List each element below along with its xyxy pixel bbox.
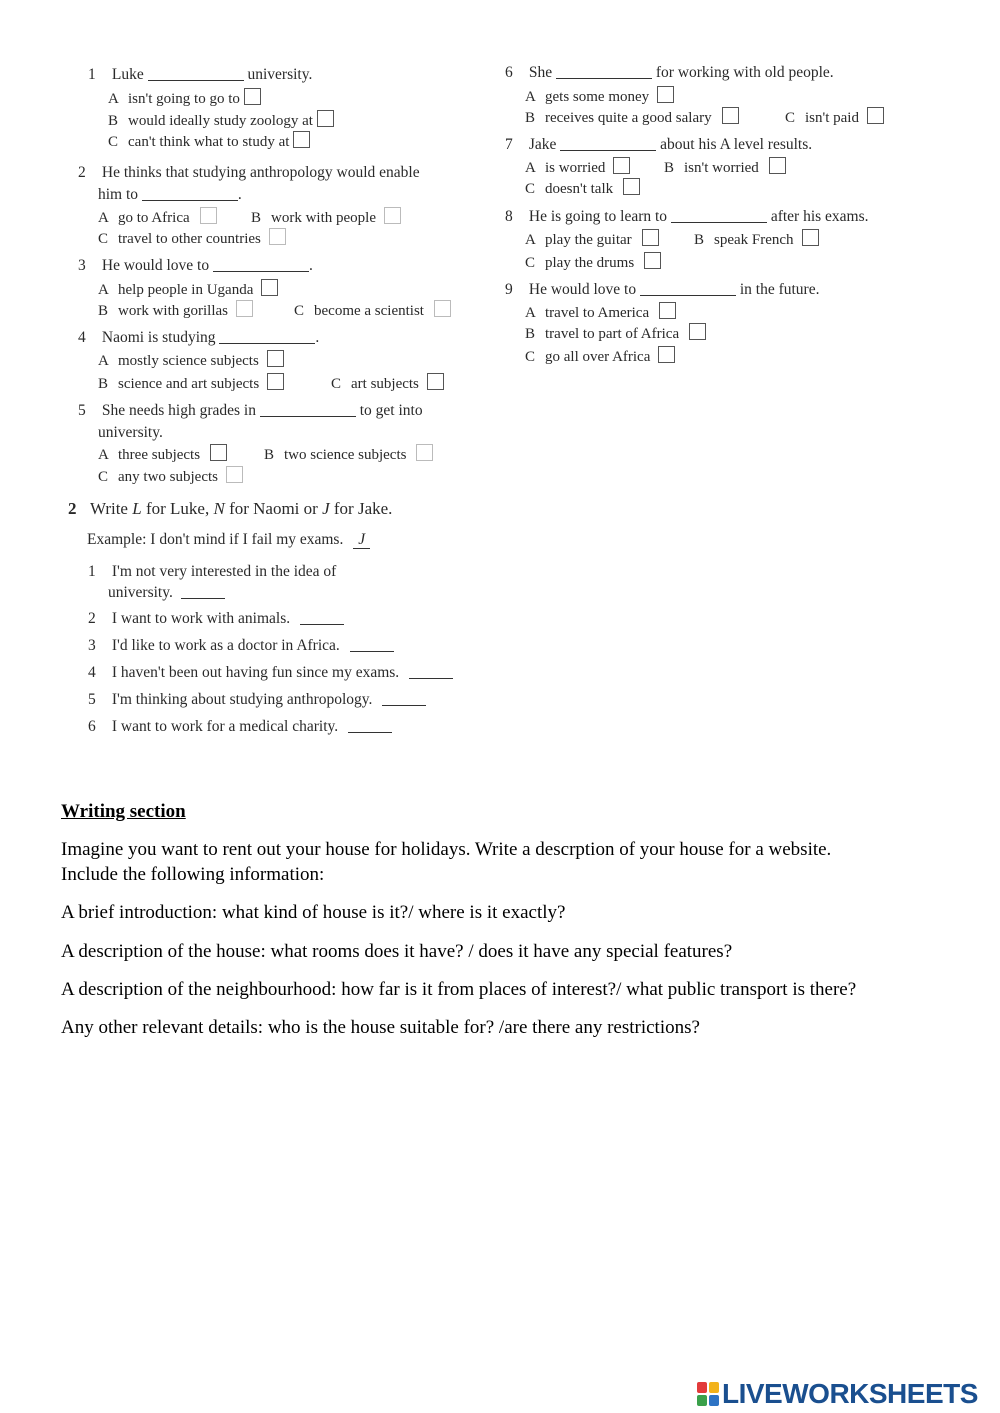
answer-checkbox[interactable] (210, 444, 227, 461)
option-6a (525, 86, 674, 108)
option-text: doesn't talk (545, 181, 614, 197)
writing-point-1: A brief introduction: what kind of house is it?/ where is it exactly? (61, 902, 566, 923)
logo-square-yellow (709, 1382, 719, 1393)
answer-checkbox[interactable] (722, 107, 739, 124)
option-1c (108, 131, 310, 153)
question-3: 3 He would love to . (78, 255, 313, 277)
instruction-text: for Naomi or (224, 499, 323, 518)
answer-checkbox[interactable] (293, 131, 310, 148)
option-letter: A (525, 305, 536, 321)
answer-checkbox[interactable] (659, 302, 676, 319)
option-text: gets some money (545, 89, 650, 105)
option-text: become a scientist (314, 303, 424, 319)
answer-checkbox[interactable] (689, 323, 706, 340)
option-text: travel to America (545, 305, 650, 321)
option-letter: A (98, 353, 109, 369)
option-text: science and art subjects (118, 376, 260, 392)
writing-intro-line1: Imagine you want to rent out your house for holidays. Write a descrption of your house for a website. (61, 839, 832, 860)
option-letter: B (664, 160, 675, 176)
question-text-end: for working with old people. (655, 64, 834, 81)
option-text: travel to part of Africa (545, 326, 680, 342)
statement-1-line2 (108, 582, 225, 604)
example-line (87, 529, 370, 551)
writing-point-4: Any other relevant details: who is the house suitable for? /are there any restrictions? (61, 1017, 700, 1038)
option-letter: A (525, 160, 536, 176)
question-6 (505, 62, 834, 84)
option-letter: C (525, 181, 536, 197)
instruction-letter-j: J (322, 499, 330, 518)
statement-2 (88, 608, 344, 630)
option-letter: B (264, 447, 275, 463)
question-text: She needs high grades in (101, 402, 256, 419)
option-letter: B (525, 326, 536, 342)
answer-blank (640, 281, 736, 296)
option-1b (108, 110, 334, 132)
option-text: would ideally study zoology at (128, 113, 313, 129)
question-5-line2 (98, 422, 163, 444)
question-text-end: to get into (359, 402, 423, 419)
option-5b (264, 444, 433, 466)
answer-blank[interactable] (348, 718, 392, 733)
option-text: help people in Uganda (118, 282, 254, 298)
statement-4 (88, 662, 453, 684)
option-letter: B (98, 303, 109, 319)
answer-checkbox[interactable] (644, 252, 661, 269)
answer-checkbox[interactable] (802, 229, 819, 246)
answer-blank (219, 329, 315, 344)
liveworksheets-logo[interactable] (697, 1377, 978, 1411)
answer-blank (213, 257, 309, 272)
answer-blank (260, 402, 356, 417)
answer-blank (560, 136, 656, 151)
option-text: mostly science subjects (118, 353, 259, 369)
option-text: work with people (271, 210, 376, 226)
option-letter: A (525, 89, 536, 105)
option-letter: A (525, 232, 536, 248)
option-letter: B (251, 210, 262, 226)
statement-number: 1 (88, 563, 96, 580)
logo-text: LIVEWORKSHEETS (722, 1378, 978, 1409)
statement-text: I'm not very interested in the idea of (111, 563, 337, 580)
question-text-end: in the future. (739, 281, 820, 298)
question-text: Luke (111, 66, 144, 83)
question-text: Jake (528, 136, 557, 153)
question-text: He is going to learn to (528, 208, 668, 225)
option-letter: C (331, 376, 342, 392)
option-text: any two subjects (118, 469, 218, 485)
answer-checkbox[interactable] (769, 157, 786, 174)
question-8 (505, 206, 869, 228)
example-text: I don't mind if I fail my exams. (150, 531, 344, 548)
instruction-text: for Luke, (141, 499, 214, 518)
option-3a (98, 279, 278, 301)
writing-point-2: A description of the house: what rooms does it have? / does it have any special features? (61, 941, 733, 962)
statement-text: I want to work with animals. (111, 610, 291, 627)
example-label: Example: (87, 531, 147, 548)
statement-text: I'd like to work as a doctor in Africa. (111, 637, 340, 654)
option-2c (98, 228, 286, 250)
question-2 (78, 162, 420, 184)
question-number: 6 (505, 64, 513, 81)
option-9c (525, 346, 675, 368)
answer-checkbox[interactable] (236, 300, 253, 317)
example-answer: J (353, 531, 370, 549)
option-7b (664, 157, 786, 179)
statement-text: I'm thinking about studying anthropology. (111, 691, 373, 708)
statement-6 (88, 716, 392, 738)
option-8c (525, 252, 661, 274)
option-text: two science subjects (284, 447, 407, 463)
answer-checkbox[interactable] (267, 350, 284, 367)
option-letter: A (98, 447, 109, 463)
question-number: 9 (505, 281, 513, 298)
option-text: isn't going to go to (128, 91, 240, 107)
question-2-line2: him to . (98, 186, 242, 203)
option-text: three subjects (118, 447, 201, 463)
option-letter: B (108, 113, 119, 129)
option-letter: A (98, 282, 109, 298)
question-number: 2 (78, 164, 86, 181)
option-text: art subjects (351, 376, 419, 392)
option-6c (785, 107, 884, 129)
logo-mark-icon (697, 1382, 719, 1406)
question-1 (88, 64, 312, 86)
answer-checkbox[interactable] (261, 279, 278, 296)
statement-number: 3 (88, 637, 96, 654)
question-number: 4 (78, 329, 86, 346)
statement-number: 2 (88, 610, 96, 627)
option-letter: C (98, 469, 109, 485)
answer-blank (148, 66, 244, 81)
option-text: speak French (714, 232, 794, 248)
answer-checkbox[interactable] (427, 373, 444, 390)
option-letter: B (694, 232, 705, 248)
answer-checkbox[interactable] (867, 107, 884, 124)
answer-blank[interactable] (350, 637, 394, 652)
logo-square-blue (709, 1395, 719, 1406)
statement-text: I want to work for a medical charity. (111, 718, 339, 735)
answer-checkbox[interactable] (317, 110, 334, 127)
answer-checkbox[interactable] (642, 229, 659, 246)
option-4b (98, 373, 284, 395)
question-number: 5 (78, 402, 86, 419)
option-text: play the guitar (545, 232, 632, 248)
instruction-text: Write (89, 499, 133, 518)
option-5c (98, 466, 243, 488)
question-text: Naomi is studying (101, 329, 216, 346)
option-text: travel to other countries (118, 231, 261, 247)
question-text: him to (98, 186, 139, 203)
option-text: work with gorillas (118, 303, 228, 319)
exercise-number: 2 (68, 499, 77, 518)
question-text: He would love to (528, 281, 637, 298)
answer-blank (556, 64, 652, 79)
writing-point-3: A description of the neighbourhood: how far is it from places of interest?/ what public transport is there? (61, 979, 857, 1000)
question-number: 3 (78, 257, 86, 274)
answer-blank (671, 208, 767, 223)
answer-checkbox[interactable] (434, 300, 451, 317)
answer-blank[interactable] (181, 584, 225, 599)
option-4c (331, 373, 444, 395)
option-text: play the drums (545, 255, 635, 271)
option-9a (525, 302, 676, 324)
option-text: go all over Africa (545, 349, 651, 365)
instruction-letter-l: L (132, 499, 142, 518)
answer-checkbox[interactable] (416, 444, 433, 461)
option-5a (98, 444, 227, 466)
instruction-letter-n: N (213, 499, 225, 518)
question-7 (505, 134, 812, 156)
answer-checkbox[interactable] (267, 373, 284, 390)
writing-section-title: Writing section (61, 801, 186, 822)
statement-1 (88, 561, 336, 583)
statement-number: 4 (88, 664, 96, 681)
option-text: can't think what to study at (128, 134, 290, 150)
statement-number: 5 (88, 691, 96, 708)
question-number: 1 (88, 66, 96, 83)
option-text: isn't paid (805, 110, 859, 126)
option-text: isn't worried (684, 160, 759, 176)
option-3b (98, 300, 253, 322)
answer-blank[interactable] (300, 610, 344, 625)
option-letter: C (98, 231, 109, 247)
answer-checkbox[interactable] (269, 228, 286, 245)
statement-number: 6 (88, 718, 96, 735)
answer-checkbox[interactable] (200, 207, 217, 224)
option-2b (251, 207, 401, 229)
answer-blank[interactable] (382, 691, 426, 706)
option-4a (98, 350, 284, 372)
answer-checkbox[interactable] (657, 86, 674, 103)
question-text-end: about his A level results. (660, 136, 813, 153)
question-text-end: university. (247, 66, 313, 83)
option-text: receives quite a good salary (545, 110, 712, 126)
option-letter: C (785, 110, 796, 126)
statement-5 (88, 689, 426, 711)
question-text: university. (98, 424, 163, 441)
option-7a (525, 157, 630, 179)
option-letter: C (525, 255, 536, 271)
option-8a (525, 229, 659, 251)
option-letter: A (108, 91, 119, 107)
question-5 (78, 400, 423, 422)
question-number: 7 (505, 136, 513, 153)
logo-square-red (697, 1382, 707, 1393)
answer-checkbox[interactable] (384, 207, 401, 224)
option-8b (694, 229, 819, 251)
question-text-end: after his exams. (770, 208, 869, 225)
answer-checkbox[interactable] (613, 157, 630, 174)
answer-checkbox[interactable] (623, 178, 640, 195)
statement-3 (88, 635, 394, 657)
question-text: He would love to (101, 257, 210, 274)
question-4: 4 Naomi is studying . (78, 327, 319, 349)
option-letter: B (525, 110, 536, 126)
option-letter: B (98, 376, 109, 392)
option-letter: A (98, 210, 109, 226)
option-9b (525, 323, 706, 345)
logo-square-green (697, 1395, 707, 1406)
statement-text: I haven't been out having fun since my exams. (111, 664, 400, 681)
answer-blank (142, 186, 238, 201)
question-text: He thinks that studying anthropology would enable (101, 164, 420, 181)
option-6b (525, 107, 739, 129)
option-text: go to Africa (118, 210, 190, 226)
answer-blank[interactable] (409, 664, 453, 679)
option-7c (525, 178, 640, 200)
exercise2-instruction (68, 497, 392, 521)
option-2a (98, 207, 217, 229)
question-number: 8 (505, 208, 513, 225)
statement-text: university. (108, 584, 173, 601)
option-3c (294, 300, 451, 322)
option-1a (108, 88, 261, 110)
option-letter: C (294, 303, 305, 319)
answer-checkbox[interactable] (244, 88, 261, 105)
answer-checkbox[interactable] (226, 466, 243, 483)
question-text: She (528, 64, 553, 81)
question-9 (505, 279, 819, 301)
option-letter: C (108, 134, 119, 150)
answer-checkbox[interactable] (658, 346, 675, 363)
option-text: is worried (545, 160, 606, 176)
instruction-text: for Jake. (329, 499, 393, 518)
writing-intro-line2: Include the following information: (61, 864, 325, 885)
option-letter: C (525, 349, 536, 365)
